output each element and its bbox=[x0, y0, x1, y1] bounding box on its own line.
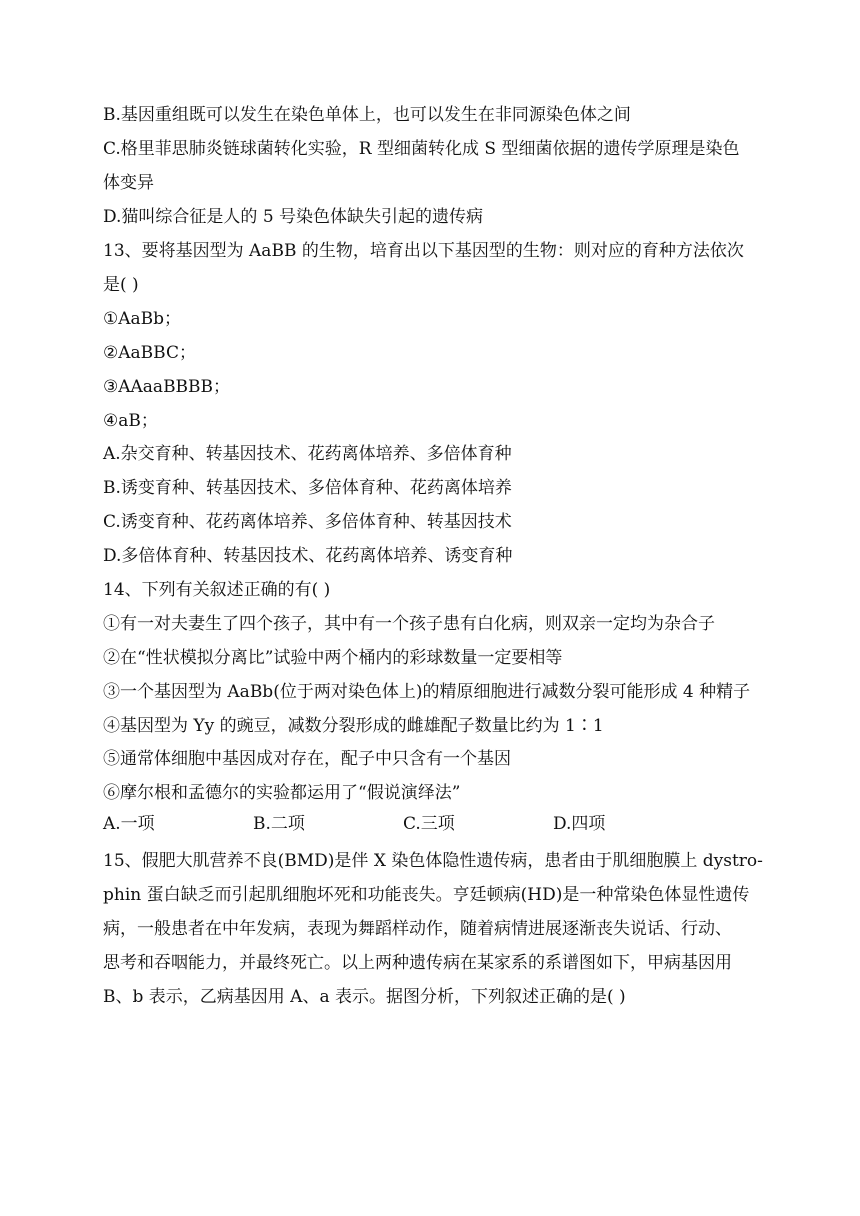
q13-stem-line2: 是( ) bbox=[103, 275, 139, 295]
q13-item-1: ①AaBb； bbox=[103, 309, 182, 329]
q15-stem-line4: 思考和吞咽能力，并最终死亡。以上两种遗传病在某家系的系谱图如下，甲病基因用 bbox=[103, 953, 732, 973]
q15-stem-line5: B、b 表示，乙病基因用 A、a 表示。据图分析，下列叙述正确的是( ) bbox=[103, 987, 626, 1007]
q12-option-c-line1: C.格里菲思肺炎链球菌转化实验，R 型细菌转化成 S 型细菌依据的遗传学原理是染色 bbox=[103, 139, 740, 159]
q13-option-a: A.杂交育种、转基因技术、花药离体培养、多倍体育种 bbox=[103, 444, 512, 464]
q14-option-c: C.三项 bbox=[403, 814, 455, 834]
q15-stem-line3: 病，一般患者在中年发病，表现为舞蹈样动作，随着病情进展逐渐丧失说话、行动、 bbox=[103, 919, 732, 939]
q14-option-a: A.一项 bbox=[103, 814, 155, 834]
q13-option-d: D.多倍体育种、转基因技术、花药离体培养、诱变育种 bbox=[103, 546, 513, 566]
q13-item-2: ②AaBBC； bbox=[103, 343, 196, 363]
q14-item-2: ②在“性状模拟分离比”试验中两个桶内的彩球数量一定要相等 bbox=[103, 648, 563, 668]
q12-option-c-line2: 体变异 bbox=[103, 173, 154, 193]
q13-option-c: C.诱变育种、花药离体培养、多倍体育种、转基因技术 bbox=[103, 512, 512, 532]
q14-stem: 14、下列有关叙述正确的有( ) bbox=[103, 580, 331, 600]
q14-option-d: D.四项 bbox=[553, 814, 606, 834]
q14-item-4: ④基因型为 Yy 的豌豆，减数分裂形成的雌雄配子数量比约为 1∶1 bbox=[103, 716, 604, 736]
q14-item-6: ⑥摩尔根和孟德尔的实验都运用了“假说演绎法” bbox=[103, 783, 461, 803]
q13-option-b: B.诱变育种、转基因技术、多倍体育种、花药离体培养 bbox=[103, 478, 512, 498]
q15-stem-line1: 15、假肥大肌营养不良(BMD)是伴 X 染色体隐性遗传病，患者由于肌细胞膜上 dystro- bbox=[103, 851, 763, 871]
q14-option-b: B.二项 bbox=[253, 814, 305, 834]
q13-item-4: ④aB； bbox=[103, 411, 158, 431]
q14-options bbox=[103, 813, 803, 835]
q14-item-3: ③一个基因型为 AaBb(位于两对染色体上)的精原细胞进行减数分裂可能形成 4 种精子 bbox=[103, 682, 751, 702]
q13-item-3: ③AAaaBBBB； bbox=[103, 377, 231, 397]
q14-item-1: ①有一对夫妻生了四个孩子，其中有一个孩子患有白化病，则双亲一定均为杂合子 bbox=[103, 614, 715, 634]
q14-item-5: ⑤通常体细胞中基因成对存在，配子中只含有一个基因 bbox=[103, 749, 511, 769]
q13-stem-line1: 13、要将基因型为 AaBB 的生物，培育出以下基因型的生物：则对应的育种方法依次 bbox=[103, 241, 744, 261]
q12-option-b: B.基因重组既可以发生在染色单体上，也可以发生在非同源染色体之间 bbox=[103, 105, 631, 125]
q12-option-d: D.猫叫综合征是人的 5 号染色体缺失引起的遗传病 bbox=[103, 207, 484, 227]
q15-stem-line2: phin 蛋白缺乏而引起肌细胞坏死和功能丧失。亨廷顿病(HD)是一种常染色体显性遗传 bbox=[103, 885, 750, 905]
